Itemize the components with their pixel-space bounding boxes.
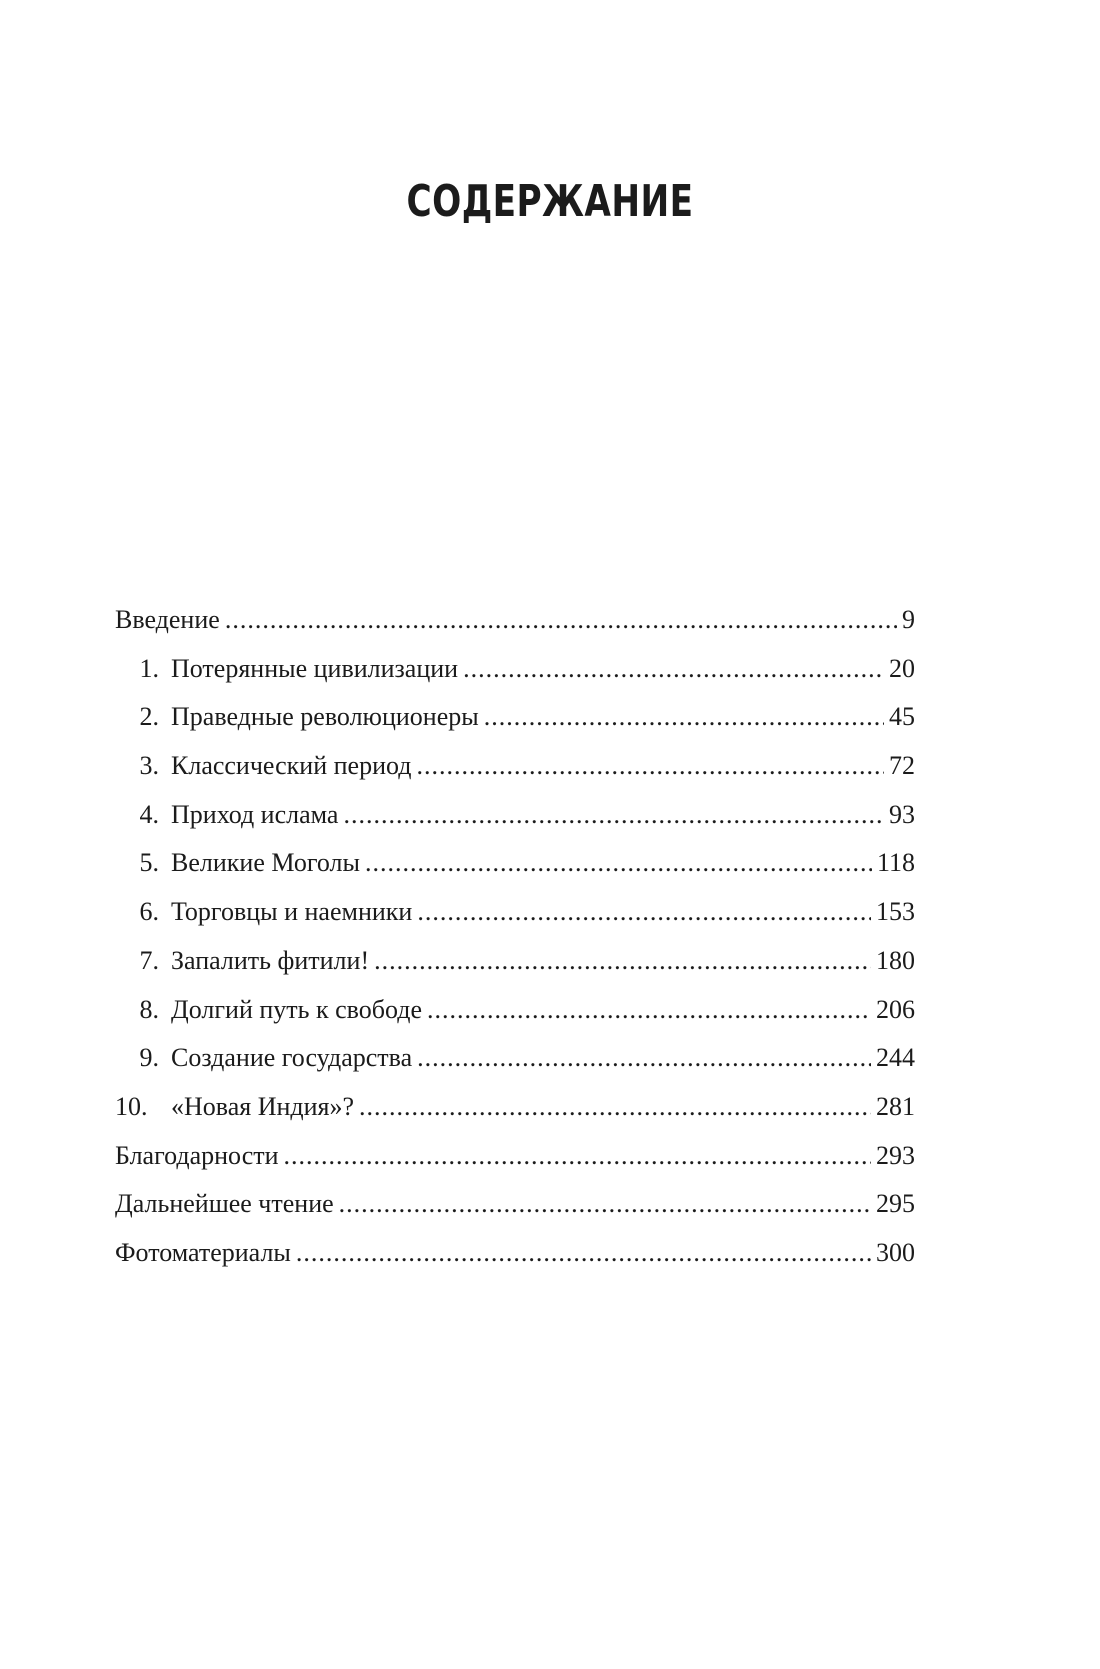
chapter-number: 6. [139,897,159,927]
toc-entry-chapter-4[interactable] [115,791,915,840]
toc-entry-page: 9 [902,605,915,634]
toc-entry-chapter-3[interactable] [115,742,915,791]
toc-entry-label: Великие Моголы [171,848,360,878]
toc-entry-chapter-2[interactable] [115,693,915,742]
dot-leader [225,596,897,645]
dot-leader [343,791,884,840]
dot-leader [374,937,871,986]
toc-entry-chapter-6[interactable] [115,888,915,937]
chapter-number: 5. [139,848,159,878]
toc-entry-chapter-8[interactable] [115,986,915,1035]
toc-entry-label: Долгий путь к свободе [171,994,423,1024]
table-of-contents [115,596,915,1278]
chapter-number: 4. [139,799,159,829]
toc-entry-label: «Новая Индия»? [171,1091,355,1121]
dot-leader [484,693,884,742]
toc-entry-label: Благодарности [115,1140,279,1170]
dot-leader [427,986,871,1035]
chapter-number: 8. [139,994,159,1024]
toc-entry-label: Классический период [171,751,412,781]
toc-entry-label: Приход ислама [171,799,339,829]
toc-entry-page: 293 [876,1140,915,1170]
toc-entry-chapter-9[interactable] [115,1034,915,1083]
dot-leader [365,839,872,888]
toc-entry-photos[interactable] [115,1229,915,1278]
toc-entry-label: Потерянные цивилизации [171,653,459,683]
dot-leader [417,1034,871,1083]
toc-entry-chapter-1[interactable] [115,645,915,694]
toc-entry-page: 300 [876,1237,915,1267]
toc-entry-label: Дальнейшее чтение [115,1189,334,1219]
toc-entry-label: Запалить фитили! [171,945,370,975]
chapter-number: 7. [139,945,159,975]
dot-leader [296,1229,871,1278]
chapter-number: 3. [139,751,159,781]
dot-leader [416,742,884,791]
dot-leader [463,645,884,694]
toc-entry-further-reading[interactable] [115,1180,915,1229]
toc-entry-page: 206 [876,994,915,1024]
toc-entry-page: 295 [876,1189,915,1219]
toc-entry-chapter-7[interactable] [115,937,915,986]
page-title: СОДЕРЖАНИЕ [406,176,694,227]
toc-entry-page: 93 [889,799,915,829]
toc-entry-label: Создание государства [171,1043,413,1073]
toc-entry-label: Торговцы и наемники [171,897,413,927]
chapter-number: 2. [139,702,159,732]
dot-leader [339,1180,871,1229]
dot-leader [417,888,871,937]
toc-entry-page: 244 [876,1043,915,1073]
toc-entry-introduction[interactable] [115,596,915,645]
chapter-number: 10. [115,1091,148,1121]
toc-entry-page: 118 [876,848,915,878]
toc-entry-label: Введение [115,605,220,634]
chapter-number: 1. [139,653,159,683]
toc-entry-page: 45 [889,702,915,732]
toc-entry-page: 20 [889,653,915,683]
toc-entry-label: Фотоматериалы [115,1237,291,1267]
dot-leader [359,1083,871,1132]
toc-entry-acknowledgements[interactable] [115,1132,915,1181]
toc-entry-chapter-5[interactable] [115,839,915,888]
toc-entry-label: Праведные революционеры [171,702,479,732]
dot-leader [284,1132,871,1181]
toc-entry-chapter-10[interactable] [115,1083,915,1132]
toc-entry-page: 281 [876,1091,915,1121]
toc-entry-page: 180 [876,945,915,975]
chapter-number: 9. [139,1043,159,1073]
toc-entry-page: 153 [876,897,915,927]
toc-entry-page: 72 [889,751,915,781]
